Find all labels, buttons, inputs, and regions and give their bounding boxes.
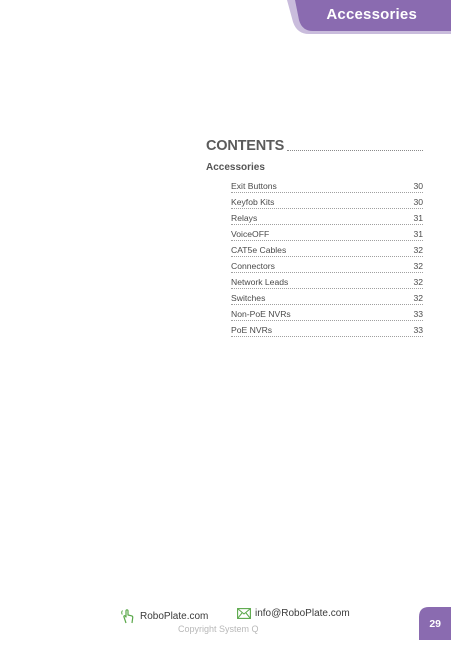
toc-item-label: Exit Buttons — [231, 181, 277, 191]
toc-item-page: 31 — [413, 229, 423, 239]
email-text: info@RoboPlate.com — [255, 608, 350, 619]
toc-item[interactable] — [231, 257, 423, 273]
toc-item[interactable] — [231, 321, 423, 337]
toc-item-label: Keyfob Kits — [231, 197, 275, 207]
toc-item-page: 33 — [413, 325, 423, 335]
heading-leader-dots — [287, 150, 423, 151]
toc-item-label: Connectors — [231, 261, 275, 271]
toc-item-page: 33 — [413, 309, 423, 319]
toc-item[interactable] — [231, 273, 423, 289]
toc-item-label: Non-PoE NVRs — [231, 309, 291, 319]
hand-pointer-icon — [120, 608, 136, 624]
toc-item-page: 32 — [413, 245, 423, 255]
toc-item-label: Relays — [231, 213, 258, 223]
toc-item-page: 32 — [413, 277, 423, 287]
toc-item[interactable] — [231, 289, 423, 305]
toc-item-page: 31 — [413, 213, 423, 223]
footer-links — [120, 608, 360, 624]
toc-item-label: VoiceOFF — [231, 229, 270, 239]
page-number: 29 — [429, 618, 441, 630]
toc-item-page: 30 — [413, 197, 423, 207]
toc-item[interactable] — [231, 225, 423, 241]
contents-heading — [206, 136, 423, 154]
contents-title: CONTENTS — [206, 138, 285, 154]
copyright-text: Copyright System Q — [178, 624, 259, 634]
toc-item[interactable] — [231, 241, 423, 257]
toc-item-page: 32 — [413, 293, 423, 303]
toc-item-page: 32 — [413, 261, 423, 271]
toc-section-title: Accessories — [206, 162, 265, 173]
section-header-title: Accessories — [326, 6, 417, 23]
table-of-contents — [206, 136, 423, 337]
header-tab — [287, 0, 451, 34]
toc-item-label: PoE NVRs — [231, 325, 273, 335]
toc-item-label: CAT5e Cables — [231, 245, 287, 255]
website-text: RoboPlate.com — [140, 610, 209, 622]
toc-item-page: 30 — [413, 181, 423, 191]
toc-item[interactable] — [231, 193, 423, 209]
toc-item-label: Switches — [231, 293, 266, 303]
toc-item[interactable] — [231, 177, 423, 193]
toc-item[interactable] — [231, 305, 423, 321]
website-link[interactable] — [120, 608, 208, 624]
page-number-badge — [419, 607, 451, 640]
toc-item-label: Network Leads — [231, 277, 289, 287]
toc-list — [231, 177, 423, 337]
email-link[interactable] — [237, 608, 350, 619]
envelope-icon — [237, 608, 251, 619]
toc-item[interactable] — [231, 209, 423, 225]
